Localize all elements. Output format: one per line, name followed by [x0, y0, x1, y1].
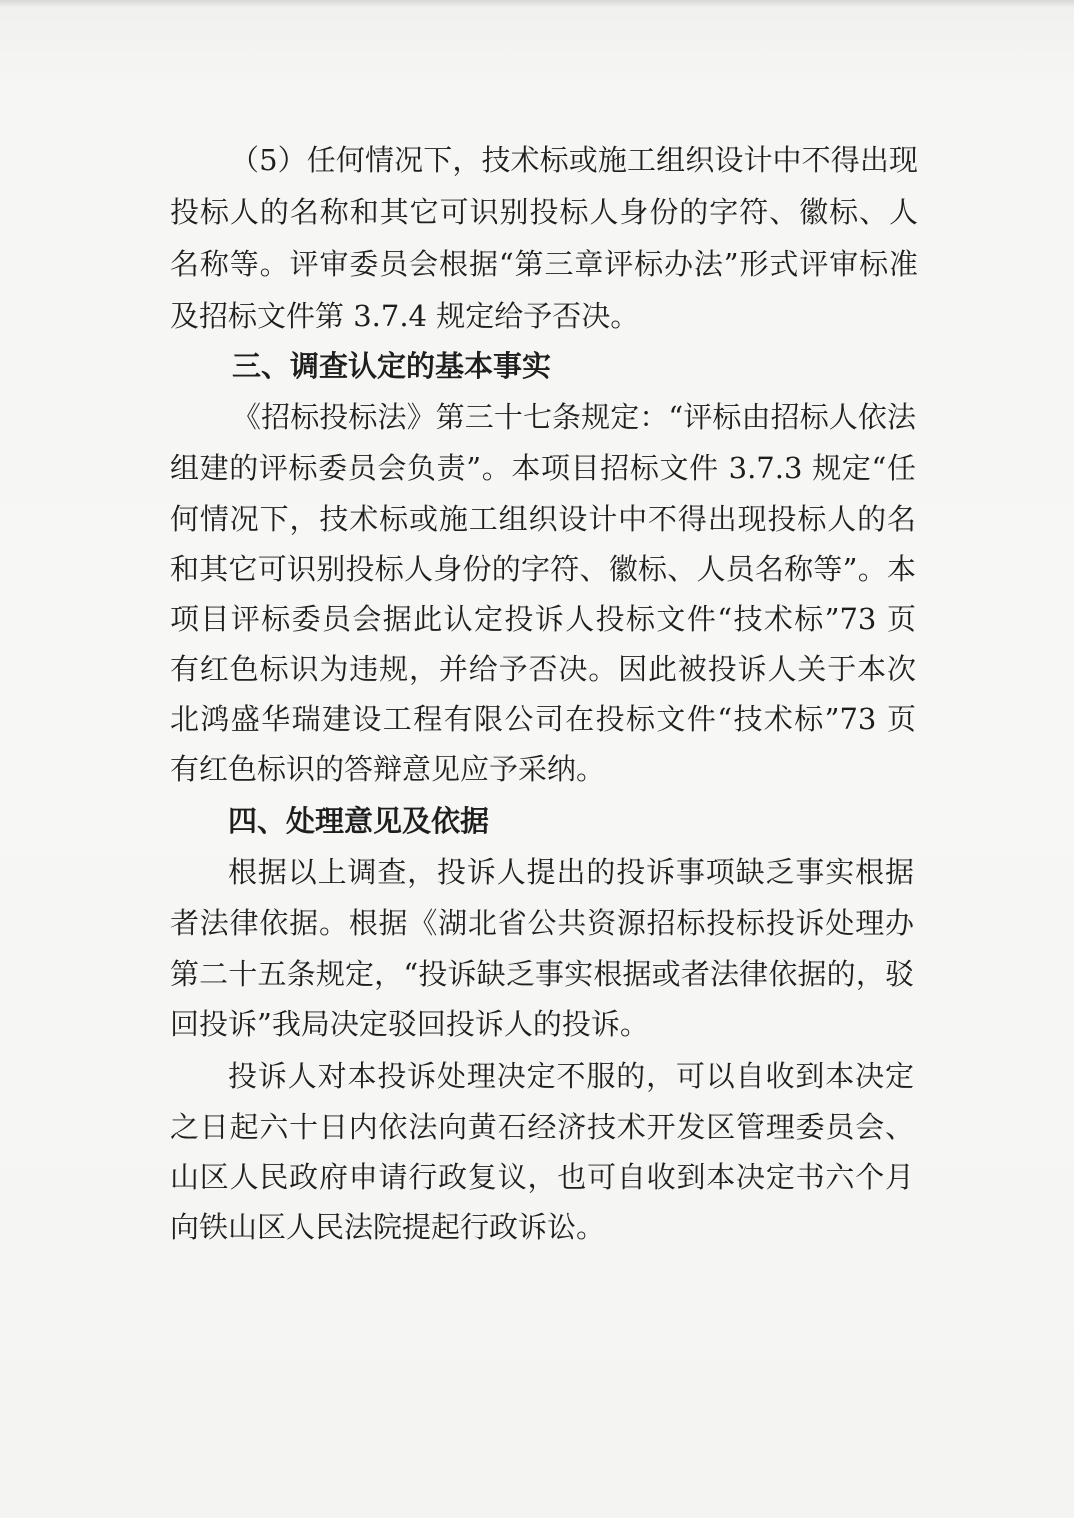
para4-line: 山区人民政府申请行政复议，也可自收到本决定书六个月	[170, 1160, 914, 1194]
para2-line: 北鸿盛华瑞建设工程有限公司在投标文件“技术标”73 页	[170, 702, 916, 736]
section-heading-4: 四、处理意见及依据	[228, 804, 490, 838]
para2-line: 《招标投标法》第三十七条规定：“评标由招标人依法	[232, 400, 916, 434]
para2-line: 项目评标委员会据此认定投诉人投标文件“技术标”73 页	[170, 602, 916, 636]
para2-line: 和其它可识别投标人身份的字符、徽标、人员名称等”。本	[170, 552, 916, 586]
scan-top-edge	[0, 0, 1074, 8]
para3-line: 者法律依据。根据《湖北省公共资源招标投标投诉处理办	[170, 906, 914, 940]
para2-line: 组建的评标委员会负责”。本项目招标文件 3.7.3 规定“任	[170, 451, 916, 485]
para1-line: （5）任何情况下，技术标或施工组织设计中不得出现	[230, 143, 918, 177]
para4-line: 向铁山区人民法院提起行政诉讼。	[170, 1210, 606, 1244]
para4-line: 之日起六十日内依法向黄石经济技术开发区管理委员会、	[170, 1110, 914, 1144]
para2-line: 有红色标识为违规，并给予否决。因此被投诉人关于本次	[170, 652, 916, 686]
para2-line: 有红色标识的答辩意见应予采纳。	[170, 752, 606, 786]
para3-line: 根据以上调查，投诉人提出的投诉事项缺乏事实根据	[228, 855, 914, 889]
para3-line: 第二十五条规定，“投诉缺乏事实根据或者法律依据的，驳	[170, 957, 914, 991]
section-heading-3: 三、调查认定的基本事实	[232, 349, 552, 383]
para4-line: 投诉人对本投诉处理决定不服的，可以自收到本决定	[228, 1059, 914, 1093]
para2-line: 何情况下，技术标或施工组织设计中不得出现投标人的名	[170, 502, 916, 536]
para3-line: 回投诉”我局决定驳回投诉人的投诉。	[170, 1007, 649, 1041]
para1-line: 及招标文件第 3.7.4 规定给予否决。	[170, 299, 640, 333]
para1-line: 投标人的名称和其它可识别投标人身份的字符、徽标、人	[170, 195, 918, 229]
para1-line: 名称等。评审委员会根据“第三章评标办法”形式评审标准	[170, 247, 918, 281]
